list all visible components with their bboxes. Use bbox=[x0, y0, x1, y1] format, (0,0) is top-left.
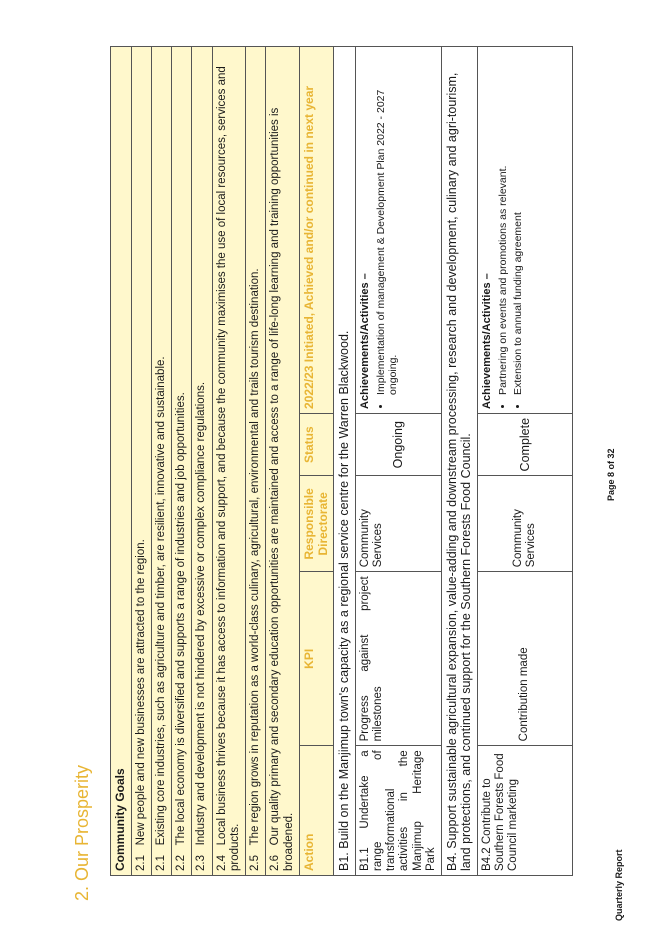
goal-number: 2.5 bbox=[249, 855, 262, 871]
footer-page-number: Page 8 of 32 bbox=[606, 448, 616, 501]
col-directorate: Responsible Directorate bbox=[299, 476, 334, 572]
section-title: B4. Support sustainable agricultural expansion, value-adding and downstream processing, research and development, culinary and agri-tourism, land protections, and continued support for the Southern Forests Food Council. bbox=[442, 47, 478, 876]
achievements-title: Achievements/Activities – bbox=[358, 273, 371, 409]
goal-text: The local economy is diversified and supports a range of industries and job opportunities. bbox=[175, 392, 188, 846]
list-item: • Partnering on events and promotions as relevant. bbox=[497, 51, 509, 395]
goal-row bbox=[172, 47, 192, 876]
footer-report-title: Quarterly Report bbox=[614, 849, 624, 921]
goal-row bbox=[131, 47, 151, 876]
section-row bbox=[334, 47, 355, 876]
goal-row bbox=[212, 47, 245, 876]
goal-row bbox=[192, 47, 212, 876]
goal-text: Our quality primary and secondary education opportunities are maintained and access to a range of life-long learning and training opportunities is broadened. bbox=[269, 107, 295, 871]
goal-number: 2.1 bbox=[155, 855, 168, 871]
goal-row bbox=[152, 47, 172, 876]
goal-text: New people and new businesses are attracted to the region. bbox=[134, 539, 147, 846]
page-heading: 2. Our Prosperity bbox=[72, 764, 92, 901]
goal-text: Industry and development is not hindered by excessive or complex compliance regulations. bbox=[195, 381, 208, 846]
goal-row bbox=[246, 47, 266, 876]
col-kpi: KPI bbox=[299, 572, 334, 746]
table-row bbox=[355, 47, 441, 876]
section-title: B1. Build on the Manjimup town's capacity as a regional service centre for the Warren Blackwood. bbox=[334, 47, 355, 876]
table-row bbox=[477, 47, 572, 876]
column-header-row bbox=[299, 47, 334, 876]
directorate-cell: Community Services bbox=[355, 476, 441, 572]
goals-header-row bbox=[111, 47, 132, 876]
action-cell: B1.1 Undertake a range of transformational activities in the Manjimup Heritage Park bbox=[355, 746, 441, 876]
status-cell: Complete bbox=[477, 413, 572, 476]
achievements-list bbox=[497, 51, 523, 409]
goals-block bbox=[111, 47, 300, 876]
goal-number: 2.6 bbox=[269, 855, 282, 871]
goal-number: 2.1 bbox=[134, 855, 147, 871]
col-action: Action bbox=[299, 746, 334, 876]
col-status: Status bbox=[299, 413, 334, 476]
goal-row bbox=[266, 47, 299, 876]
directorate-cell: Community Services bbox=[477, 476, 572, 572]
progress-cell bbox=[355, 47, 441, 414]
goal-text: The region grows in reputation as a world-class culinary, agricultural, environmental and trails tourism destination. bbox=[249, 268, 262, 846]
goal-number: 2.4 bbox=[215, 855, 228, 871]
actions-block bbox=[299, 47, 572, 876]
goal-text: Local business thrives because it has access to information and support, and because the community maximises the use of local resources, services and products. bbox=[215, 66, 241, 871]
progress-cell bbox=[477, 47, 572, 414]
kpi-cell: Contribution made bbox=[477, 572, 572, 746]
col-progress: 2022/23 Initiated, Achieved and/or continued in next year bbox=[299, 47, 334, 414]
achievements-list bbox=[375, 51, 399, 409]
goal-number: 2.3 bbox=[195, 855, 208, 871]
status-cell: Ongoing bbox=[355, 413, 441, 476]
prosperity-table bbox=[110, 46, 573, 876]
list-item: • Extension to annual funding agreement bbox=[512, 51, 524, 395]
goal-text: Existing core industries, such as agriculture and timber, are resilient, innovative and sustainable. bbox=[155, 356, 168, 846]
goal-number: 2.2 bbox=[175, 855, 188, 871]
achievements-title: Achievements/Activities – bbox=[480, 273, 493, 409]
action-cell: B4.2 Contribute to Southern Forests Food Council marketing bbox=[477, 746, 572, 876]
goals-header: Community Goals bbox=[111, 47, 132, 876]
kpi-cell: Progress against project milestones bbox=[355, 572, 441, 746]
section-row bbox=[442, 47, 478, 876]
list-item: • Implementation of management & Development Plan 2022 - 2027 ongoing. bbox=[375, 51, 399, 395]
